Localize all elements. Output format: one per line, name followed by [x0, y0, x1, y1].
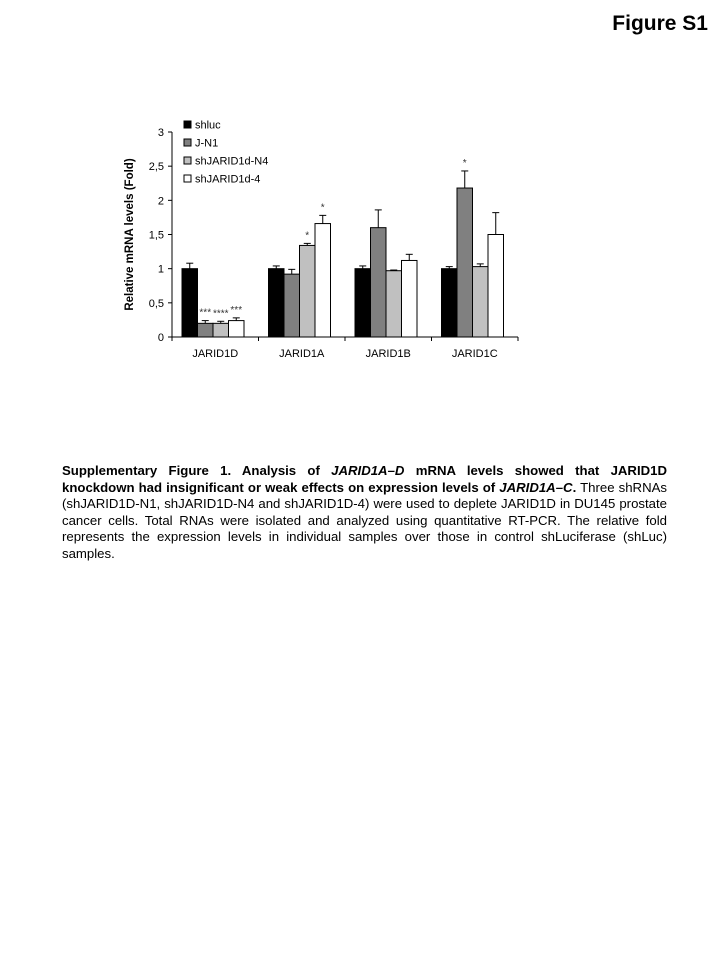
y-tick-label: 2: [157, 195, 164, 208]
legend-swatch: [184, 139, 191, 146]
bar: [442, 269, 458, 337]
significance-mark: ***: [230, 304, 243, 316]
bar: [284, 274, 300, 337]
legend-label: J-N1: [195, 137, 219, 150]
category-label: JARID1A: [279, 348, 325, 360]
bar: [402, 260, 418, 337]
bar: [473, 267, 489, 337]
y-tick-label: 3: [157, 127, 164, 139]
y-tick-label: 0: [157, 332, 164, 344]
figure-label: Figure S1: [612, 12, 708, 35]
legend-swatch: [184, 175, 191, 182]
legend-swatch: [184, 157, 191, 164]
significance-mark: ***: [199, 307, 212, 319]
legend-swatch: [184, 121, 191, 128]
caption-gene-range-2: JARID1A–C: [499, 479, 573, 495]
bar: [315, 224, 331, 337]
bar: [386, 271, 402, 337]
significance-mark: *: [305, 230, 310, 242]
category-label: JARID1D: [192, 348, 239, 360]
caption-bold-part-1: Supplementary Figure 1. Analysis of: [62, 463, 332, 478]
caption-bold-part-2: mRNA levels showed that JARID1D knockdown had insignificant or weak effects on expression levels of: [62, 463, 667, 495]
significance-mark: *: [462, 157, 467, 169]
bar: [198, 323, 214, 337]
bar: [300, 245, 316, 337]
legend-label: shluc: [195, 119, 221, 132]
legend-label: shJARID1d-4: [195, 173, 261, 186]
bar: [457, 188, 473, 337]
y-tick-label: 1: [157, 263, 164, 276]
category-label: JARID1B: [365, 348, 411, 360]
bar: [229, 321, 245, 337]
bar: [355, 269, 371, 337]
figure-caption: [62, 463, 667, 562]
bar: [371, 228, 387, 337]
y-tick-label: 0,5: [148, 297, 164, 310]
y-axis-label: Relative mRNA levels (Fold): [124, 158, 136, 311]
bar: [213, 323, 229, 337]
category-label: JARID1C: [451, 348, 498, 360]
bar-chart: [110, 105, 530, 375]
bar: [182, 269, 198, 337]
caption-body: Three shRNAs (shJARID1D-N1, shJARID1D-N4 and shJARID1D-4) were used to deplete JARID1D in DU145 prostate cancer cells. Total RNAs were isolated and analyzed using quantitative RT-PCR. The relative fold represents the expression levels in individual samples over those in control shLuciferase (shLuc) samples.: [62, 479, 667, 561]
legend-label: shJARID1d-N4: [195, 155, 269, 168]
significance-mark: *: [320, 202, 325, 214]
bar: [269, 269, 285, 337]
significance-mark: ****: [212, 308, 229, 320]
caption-bold-part-3: .: [572, 479, 577, 495]
caption-gene-range-1: JARID1A–D: [331, 463, 405, 478]
bar: [488, 235, 504, 338]
y-tick-label: 2,5: [148, 161, 164, 174]
y-tick-label: 1,5: [148, 229, 164, 242]
